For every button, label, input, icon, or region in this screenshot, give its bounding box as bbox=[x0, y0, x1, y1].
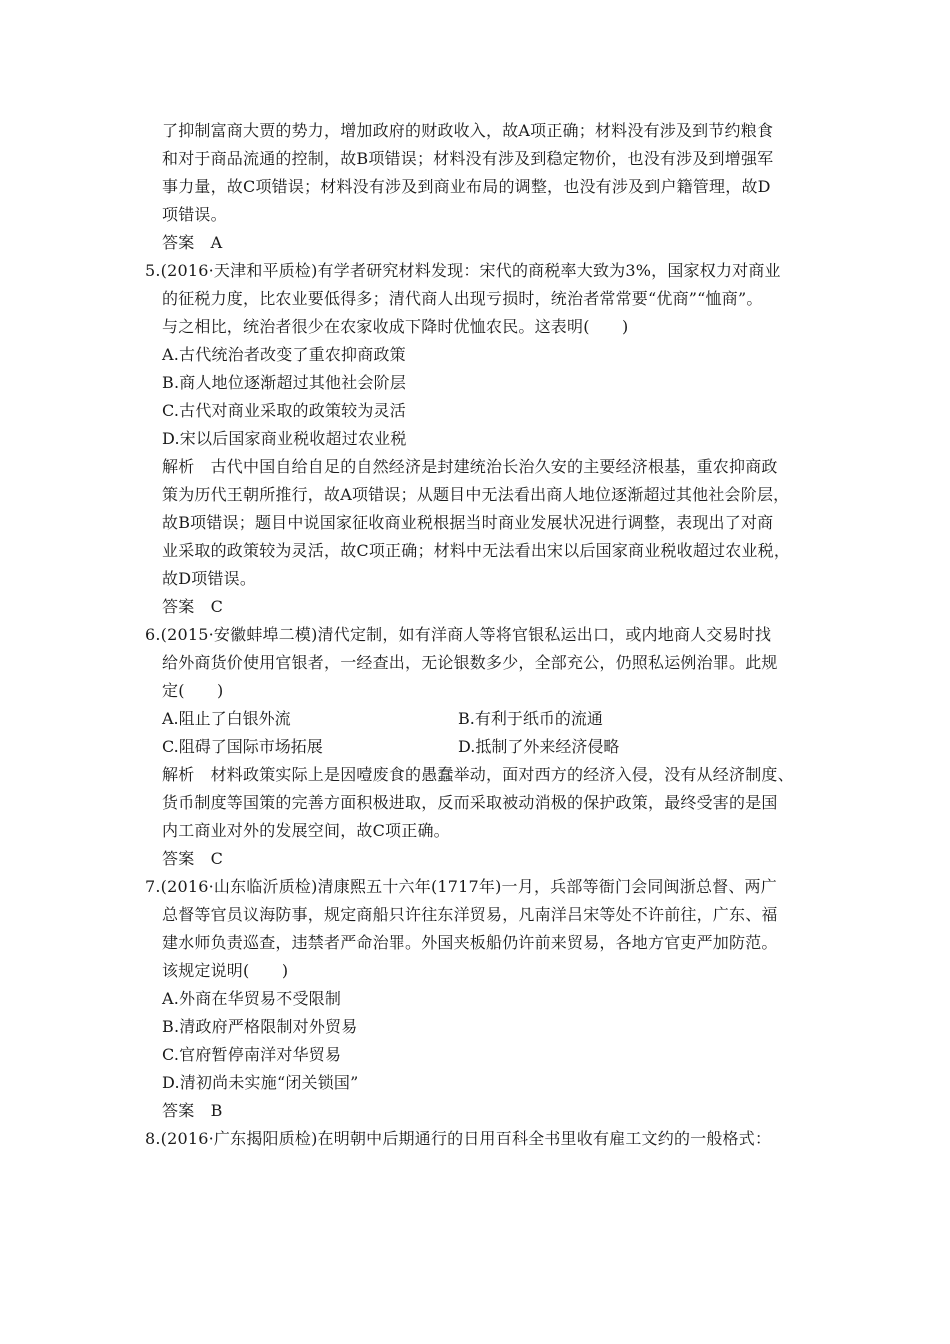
question-7-stem: 该规定说明( ) bbox=[162, 961, 289, 980]
question-6-option-c: C.阻碍了国际市场拓展 bbox=[162, 737, 323, 756]
question-5-analysis: 故B项错误；题目中说国家征收商业税根据当时商业发展状况进行调整，表现出了对商 bbox=[162, 513, 774, 532]
question-5-analysis: 策为历代王朝所推行，故A项错误；从题目中无法看出商人地位逐渐超过其他社会阶层， bbox=[162, 485, 790, 504]
analysis-line: 和对于商品流通的控制，故B项错误；材料没有涉及到稳定物价，也没有涉及到增强军 bbox=[162, 149, 774, 168]
question-6-stem: 给外商货价使用官银者，一经查出，无论银数多少，全部充公，仍照私运例治罪。此规 bbox=[162, 653, 778, 672]
question-7-stem: 总督等官员议海防事，规定商船只许往东洋贸易，凡南洋吕宋等处不许前往，广东、福 bbox=[162, 905, 778, 924]
question-6-analysis: 解析 材料政策实际上是因噎废食的愚蠢举动，面对西方的经济入侵，没有从经济制度、 bbox=[162, 765, 794, 784]
question-6-analysis: 内工商业对外的发展空间，故C项正确。 bbox=[162, 821, 450, 840]
question-5-analysis: 故D项错误。 bbox=[162, 569, 257, 588]
analysis-line: 项错误。 bbox=[162, 205, 227, 224]
question-5-option-c: C.古代对商业采取的政策较为灵活 bbox=[162, 401, 406, 420]
question-5-stem: 与之相比，统治者很少在农家收成下降时优恤农民。这表明( ) bbox=[162, 317, 629, 336]
answer-line: 答案 A bbox=[162, 233, 223, 252]
question-5-option-d: D.宋以后国家商业税收超过农业税 bbox=[162, 429, 407, 448]
question-6-stem: 6.(2015·安徽蚌埠二模)清代定制，如有洋商人等将官银私运出口，或内地商人交易时找 bbox=[145, 625, 772, 644]
question-8-stem: 8.(2016·广东揭阳质检)在明朝中后期通行的日用百科全书里收有雇工文约的一般格式： bbox=[145, 1129, 772, 1148]
question-6-option-a: A.阻止了白银外流 bbox=[162, 709, 291, 728]
analysis-line: 事力量，故C项错误；材料没有涉及到商业布局的调整，也没有涉及到户籍管理，故D bbox=[162, 177, 771, 196]
question-5-analysis: 解析 古代中国自给自足的自然经济是封建统治长治久安的主要经济根基，重农抑商政 bbox=[162, 457, 778, 476]
question-7-option-a: A.外商在华贸易不受限制 bbox=[162, 989, 342, 1008]
question-6-option-b: B.有利于纸币的流通 bbox=[458, 709, 603, 728]
question-6-analysis: 货币制度等国策的完善方面积极进取，反而采取被动消极的保护政策，最终受害的是国 bbox=[162, 793, 778, 812]
question-7-option-c: C.官府暂停南洋对华贸易 bbox=[162, 1045, 342, 1064]
question-5-stem: 的征税力度，比农业要低得多；清代商人出现亏损时，统治者常常要“优商”“恤商”。 bbox=[162, 289, 763, 308]
question-7-stem: 7.(2016·山东临沂质检)清康熙五十六年(1717年)一月，兵部等衙门会同闽浙总督、两广 bbox=[145, 877, 777, 896]
question-5-stem: 5.(2016·天津和平质检)有学者研究材料发现：宋代的商税率大致为3%，国家权力对商业 bbox=[145, 261, 781, 280]
question-5-analysis: 业采取的政策较为灵活，故C项正确；材料中无法看出宋以后国家商业税收超过农业税， bbox=[162, 541, 791, 560]
question-7-answer: 答案 B bbox=[162, 1101, 223, 1120]
question-5-answer: 答案 C bbox=[162, 597, 224, 616]
question-6-option-d: D.抵制了外来经济侵略 bbox=[458, 737, 620, 756]
question-5-option-b: B.商人地位逐渐超过其他社会阶层 bbox=[162, 373, 407, 392]
question-6-stem: 定( ) bbox=[162, 681, 224, 700]
question-6-answer: 答案 C bbox=[162, 849, 224, 868]
question-7-stem: 建水师负责巡查，违禁者严命治罪。外国夹板船仍许前来贸易，各地方官吏严加防范。 bbox=[162, 933, 778, 952]
question-5-option-a: A.古代统治者改变了重农抑商政策 bbox=[162, 345, 406, 364]
analysis-line: 了抑制富商大贾的势力，增加政府的财政收入，故A项正确；材料没有涉及到节约粮食 bbox=[162, 121, 774, 140]
question-7-option-b: B.清政府严格限制对外贸易 bbox=[162, 1017, 358, 1036]
question-7-option-d: D.清初尚未实施“闭关锁国” bbox=[162, 1073, 359, 1092]
